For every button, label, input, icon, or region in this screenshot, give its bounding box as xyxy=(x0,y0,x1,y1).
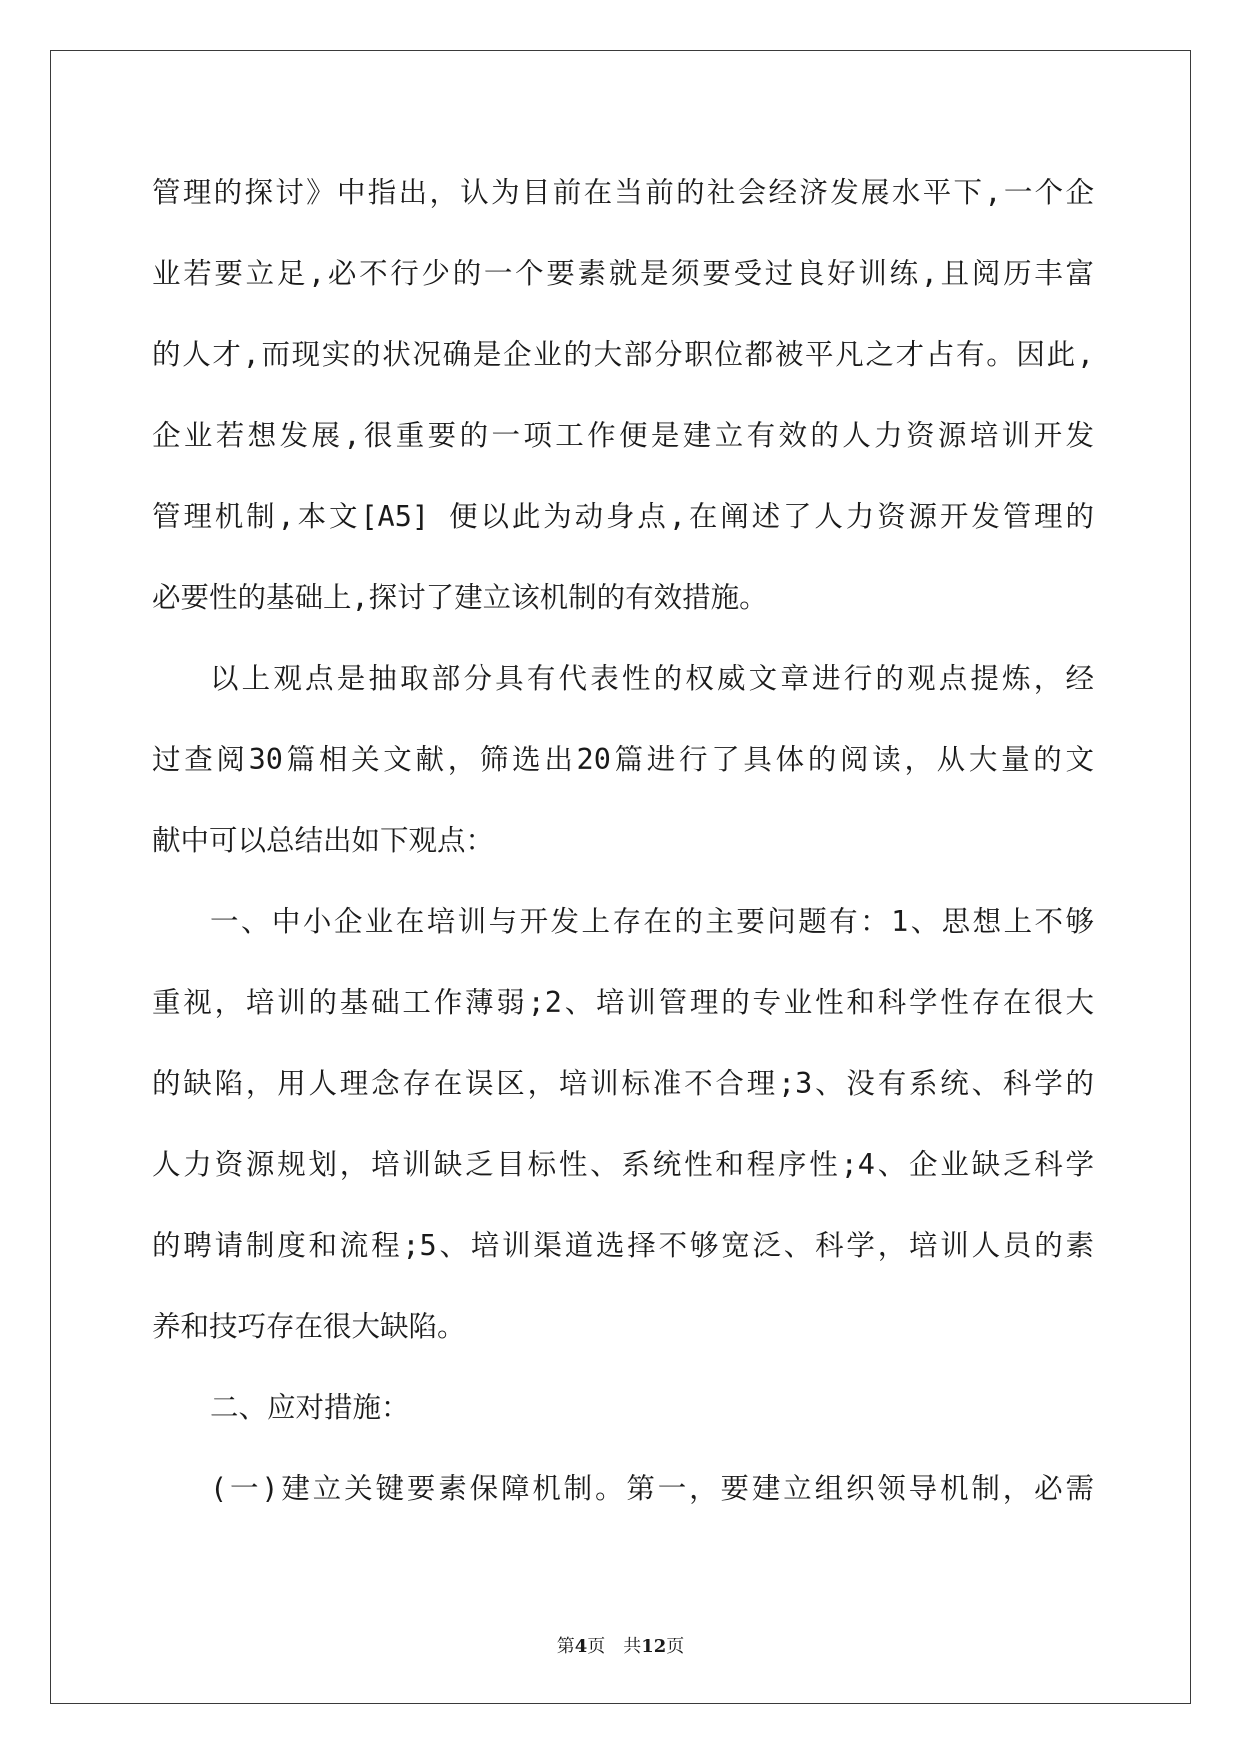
text-line: 过查阅30篇相关文献，筛选出20篇进行了具体的阅读，从大量的文 xyxy=(152,743,1094,776)
text-line: 养和技巧存在很大缺陷。 xyxy=(152,1310,466,1343)
footer-prefix: 第 xyxy=(556,1636,575,1657)
footer-suffix: 页 xyxy=(666,1636,685,1657)
total-page-number: 12 xyxy=(641,1636,667,1657)
text-line: 人力资源规划，培训缺乏目标性、系统性和程序性;4、企业缺乏科学 xyxy=(152,1148,1094,1181)
text-line: 的人才,而现实的状况确是企业的大部分职位都被平凡之才占有。因此, xyxy=(152,338,1094,371)
text-line: 业若要立足,必不行少的一个要素就是须要受过良好训练,且阅历丰富 xyxy=(152,257,1094,290)
text-line: 企业若想发展,很重要的一项工作便是建立有效的人力资源培训开发 xyxy=(152,419,1094,452)
text-line: 二、应对措施： xyxy=(210,1391,410,1424)
text-line: 献中可以总结出如下观点： xyxy=(152,824,495,857)
footer-mid: 页 共 xyxy=(587,1636,642,1657)
text-line: 管理机制,本文[A5] 便以此为动身点,在阐述了人力资源开发管理的 xyxy=(152,500,1094,533)
text-line: 一、中小企业在培训与开发上存在的主要问题有：1、思想上不够 xyxy=(210,905,1094,938)
current-page-number: 4 xyxy=(574,1636,588,1657)
text-line: 以上观点是抽取部分具有代表性的权威文章进行的观点提炼，经 xyxy=(210,662,1094,695)
text-line: 重视，培训的基础工作薄弱;2、培训管理的专业性和科学性存在很大 xyxy=(152,986,1094,1019)
text-line: 的聘请制度和流程;5、培训渠道选择不够宽泛、科学，培训人员的素 xyxy=(152,1229,1094,1262)
document-body xyxy=(152,152,1094,1529)
text-line: 管理的探讨》中指出，认为目前在当前的社会经济发展水平下,一个企 xyxy=(152,176,1094,209)
text-line: 必要性的基础上,探讨了建立该机制的有效措施。 xyxy=(152,581,768,614)
page-footer xyxy=(0,1632,1241,1658)
text-line: 的缺陷，用人理念存在误区，培训标准不合理;3、没有系统、科学的 xyxy=(152,1067,1094,1100)
text-line: (一)建立关键要素保障机制。第一，要建立组织领导机制，必需 xyxy=(210,1472,1094,1505)
